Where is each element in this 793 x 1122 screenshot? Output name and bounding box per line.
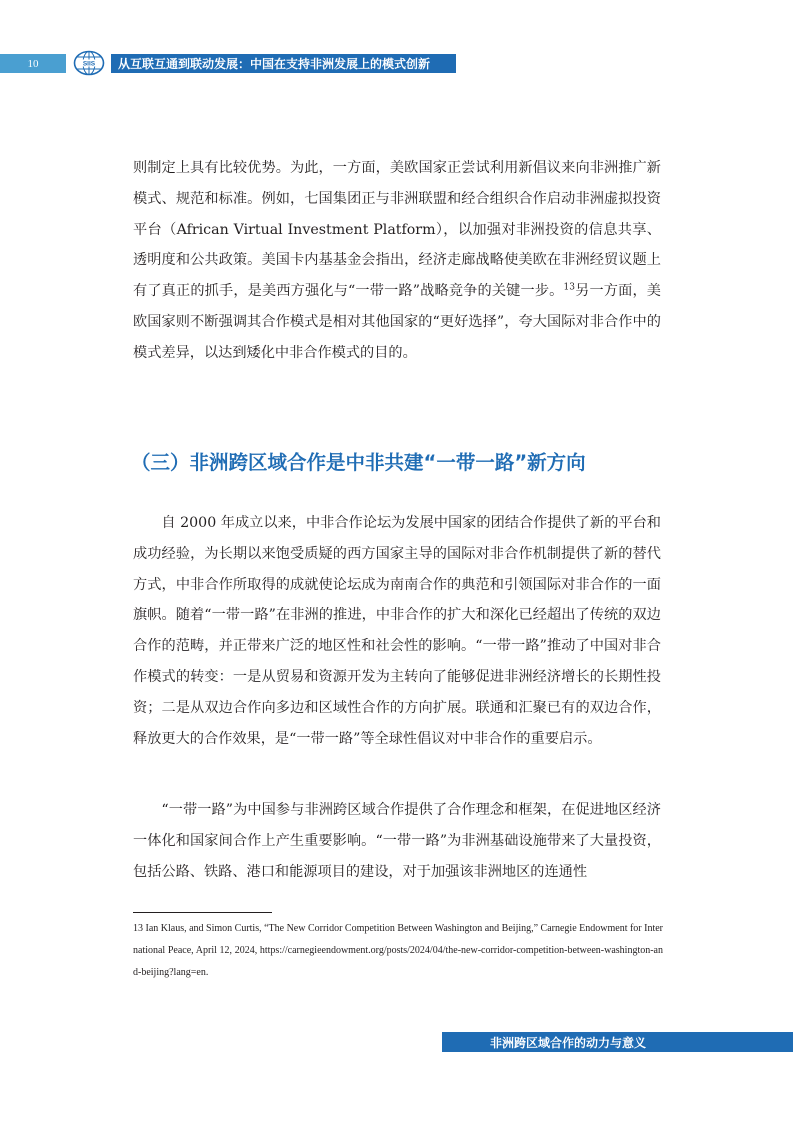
globe-icon [73,50,105,76]
running-header-title: 从互联互通到联动发展：中国在支持非洲发展上的模式创新 [111,54,456,73]
footnote-divider [133,912,272,913]
body-paragraph-1 [133,153,661,369]
footnote-reference: 13 [563,282,575,293]
running-footer-chapter-title: 非洲跨区域合作的动力与意义 [442,1032,793,1052]
body-paragraph-3: “一带一路”为中国参与非洲跨区域合作提供了合作理念和框架，在促进地区经济一体化和国家间合作上产生重要影响。“一带一路”为非洲基础设施带来了大量投资，包括公路、铁路、港口和能源项目的建设，对于加强该非洲地区的连通性 [133,802,661,880]
paragraph-text: 另一方面，美欧国家则不断强调其合作模式是相对其他国家的“更好选择”，夸大国际对非合作中的模式差异，以达到矮化中非合作模式的目的。 [133,283,661,361]
body-paragraph-2: 自 2000 年成立以来，中非合作论坛为发展中国家的团结合作提供了新的平台和成功经验，为长期以来饱受质疑的西方国家主导的国际对非合作机制提供了新的替代方式，中非合作所取得的成就使论坛成为南南合作的典范和引领国际对非合作的一面旗帜。随着“一带一路”在非洲的推进，中非合作的扩大和深化已经超出了传统的双边合作的范畴，并正带来广泛的地区性和社会性的影响。“一带一路”推动了中国对非合作模式的转变：一是从贸易和资源开发为主转向了能够促进非洲经济增长的长期性投资；二是从双边合作向多边和区域性合作的方向扩展。联通和汇聚已有的双边合作，释放更大的合作效果，是“一带一路”等全球性倡议对中非合作的重要启示。 [133,515,661,747]
footnote: 13 Ian Klaus, and Simon Curtis, “The New Corridor Competition Between Washington and Beijing,” Carnegie Endowment for International Peace, April 12, 2024, https://carnegieendowment.org/posts/2024/04/the-new-corridor-competition-between-washington-and-beijing?lang=en. [133,923,664,978]
section-heading: （三）非洲跨区域合作是中非共建“一带一路”新方向 [131,451,586,474]
page-number: 10 [0,54,66,73]
paragraph-text: 则制定上具有比较优势。为此，一方面，美欧国家正尝试利用新倡议来向非洲推广新模式、规范和标准。例如，七国集团正与非洲联盟和经合组织合作启动非洲虚拟投资平台（African Virtual Investment Platform），以加强对非洲投资的信息共享、透明度和公共政策。美国卡内基基金会指出，经济走廊战略使美欧在非洲经贸议题上有了真正的抓手，是美西方强化与“一带一路”战略竞争的关键一步。 [133,160,661,300]
logo-text: SIIS [82,60,96,68]
